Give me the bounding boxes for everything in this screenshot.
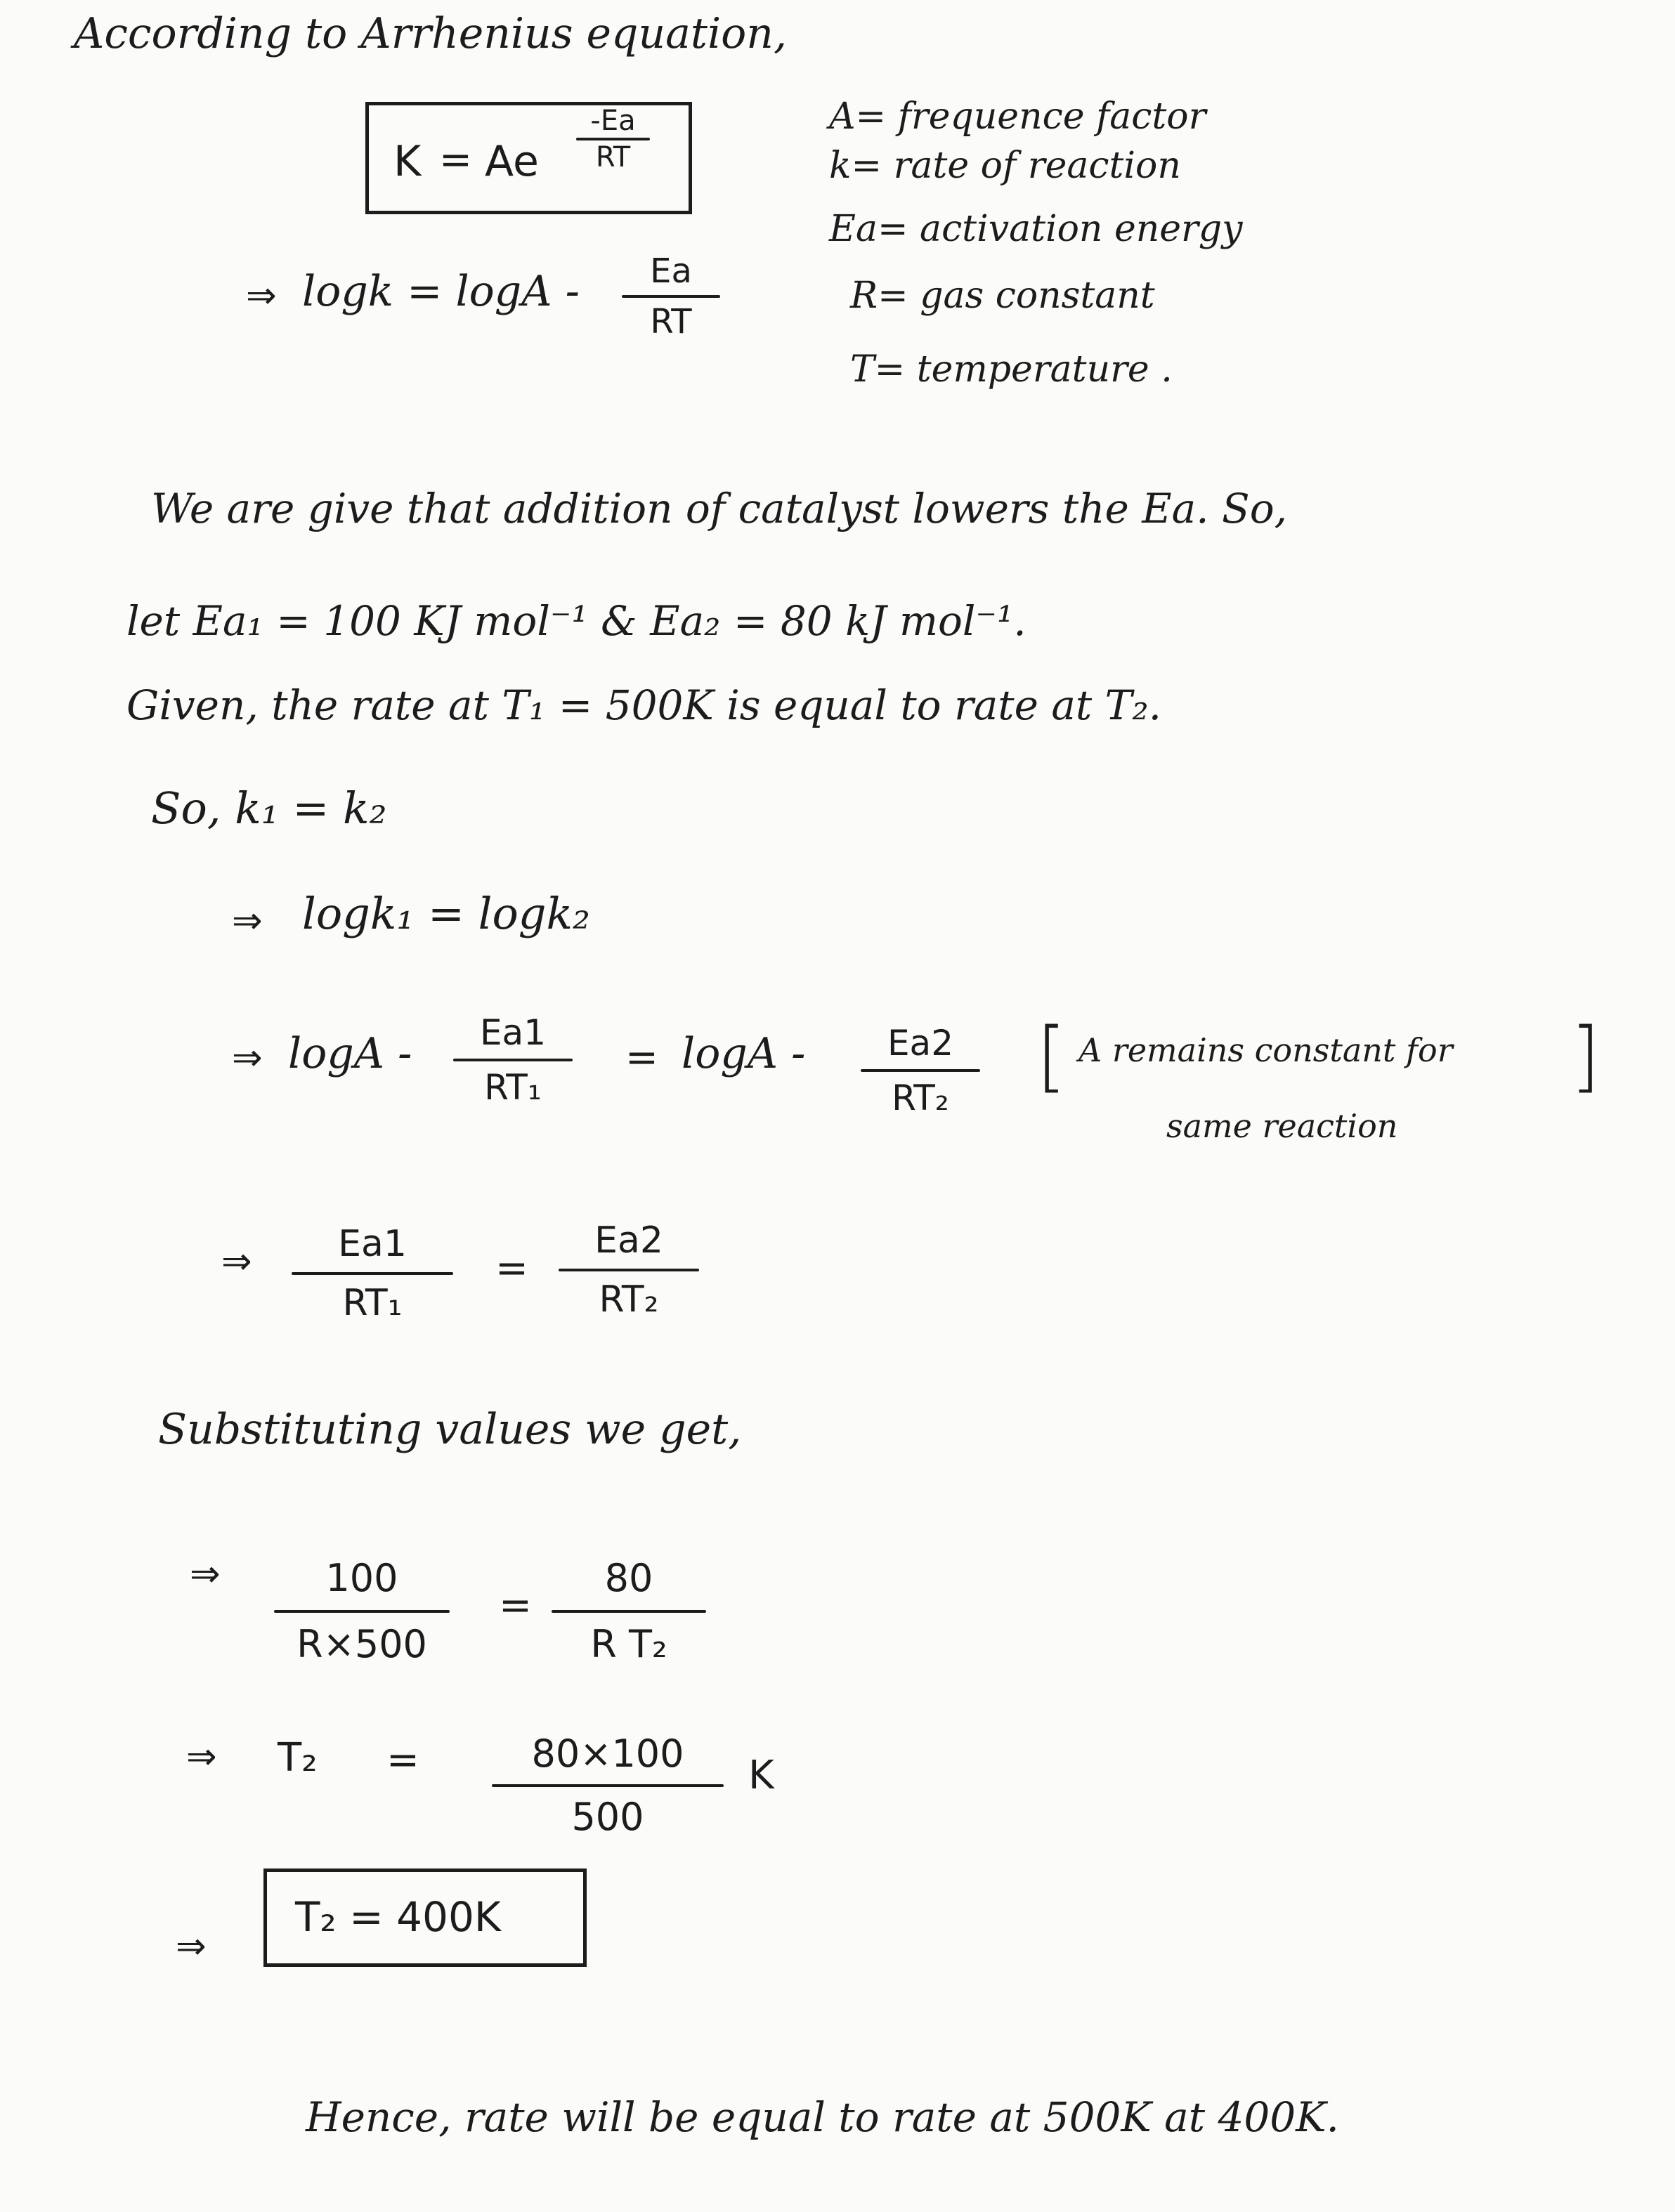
intro-text: According to Arrhenius equation, — [74, 9, 788, 58]
t2-num: 80×100 — [531, 1732, 684, 1776]
arrow-log-form: ⇒ — [246, 275, 277, 317]
ratio-fraction-left — [292, 1223, 453, 1324]
t2-den: 500 — [571, 1795, 644, 1839]
full-den2: RT₂ — [892, 1078, 949, 1118]
full-right-prefix: logA - — [682, 1029, 806, 1078]
bracket-close: ] — [1570, 1011, 1601, 1101]
arrow-ratio: ⇒ — [221, 1241, 252, 1283]
catalyst-text: We are give that addition of catalyst lowers the Ea. So, — [151, 485, 1288, 532]
values-fraction-left — [274, 1556, 450, 1666]
ratio-num2: Ea2 — [594, 1219, 663, 1262]
substituting-text: Substituting values we get, — [158, 1405, 742, 1454]
arrow-values: ⇒ — [190, 1553, 221, 1595]
note-line1: A remains constant for — [1078, 1031, 1453, 1069]
arrow-log-equal: ⇒ — [232, 900, 263, 942]
ratio-den2: RT₂ — [599, 1278, 659, 1321]
legend-item: k= rate of reaction — [829, 145, 1181, 187]
full-fraction-left — [453, 1012, 573, 1108]
values-fraction-right — [552, 1556, 706, 1666]
bracket-open: [ — [1036, 1011, 1067, 1101]
arrhenius-eq: = — [439, 137, 472, 183]
log-form-fraction — [622, 251, 720, 341]
arrow-full-equation: ⇒ — [232, 1037, 263, 1079]
full-left-prefix: logA - — [288, 1029, 412, 1078]
log-form-lhs: logk = logA - — [302, 267, 580, 316]
legend-item: R= gas constant — [850, 275, 1155, 317]
t2-eq: = — [386, 1737, 419, 1783]
arrhenius-exp-num: -Ea — [590, 105, 636, 137]
full-den1: RT₁ — [484, 1067, 542, 1108]
t2-unit: K — [748, 1753, 774, 1798]
ratio-eq: = — [495, 1245, 528, 1291]
arrhenius-exponent — [576, 105, 650, 174]
legend-item: A= frequence factor — [829, 96, 1206, 138]
given-text: Given, the rate at T₁ = 500K is equal to rate at T₂. — [126, 681, 1162, 729]
final-answer: T₂ = 400K — [295, 1893, 501, 1941]
values-num1: 100 — [325, 1556, 398, 1600]
legend-item: Ea= activation energy — [829, 208, 1243, 250]
arrhenius-lhs: K — [393, 137, 422, 186]
full-num1: Ea1 — [479, 1012, 547, 1053]
step-so: So, k₁ = k₂ — [151, 783, 387, 834]
let-text: let Ea₁ = 100 KJ mol⁻¹ & Ea₂ = 80 kJ mol⁻¹. — [126, 597, 1026, 645]
values-den2: R T₂ — [590, 1622, 667, 1666]
t2-lhs: T₂ — [278, 1735, 318, 1781]
note-line2: same reaction — [1166, 1107, 1398, 1145]
log-form-den: RT — [650, 302, 692, 341]
values-num2: 80 — [604, 1556, 653, 1600]
step-log-equal: logk₁ = logk₂ — [302, 888, 590, 939]
ratio-num1: Ea1 — [338, 1223, 407, 1265]
full-eq: = — [625, 1035, 658, 1080]
arrhenius-exp-den: RT — [595, 141, 631, 174]
ratio-den1: RT₁ — [342, 1282, 403, 1324]
ratio-fraction-right — [559, 1219, 699, 1321]
t2-fraction — [492, 1732, 724, 1839]
arrhenius-rhs: Ae — [485, 137, 539, 186]
full-fraction-right — [861, 1023, 980, 1118]
arrow-t2: ⇒ — [186, 1736, 217, 1778]
arrow-final: ⇒ — [176, 1925, 207, 1968]
values-den1: R×500 — [296, 1622, 427, 1666]
conclusion-text: Hence, rate will be equal to rate at 500K at 400K. — [306, 2093, 1339, 2141]
log-form-num: Ea — [650, 251, 692, 291]
values-eq: = — [499, 1583, 532, 1628]
legend-item: T= temperature . — [850, 348, 1173, 391]
full-num2: Ea2 — [887, 1023, 954, 1064]
